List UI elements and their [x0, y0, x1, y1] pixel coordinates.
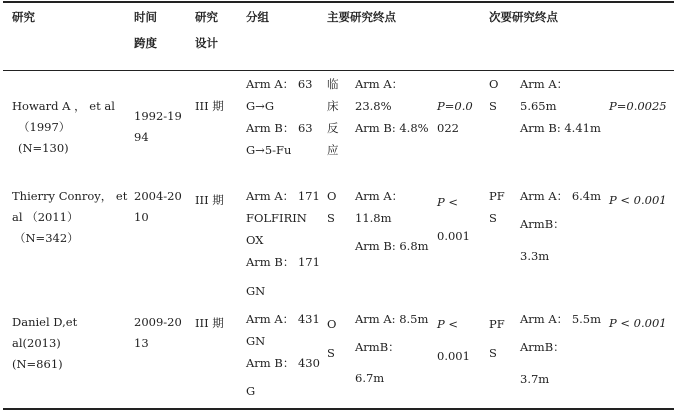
secondary-endpoint-char: PF [489, 317, 505, 331]
time-span-end: 13 [134, 336, 149, 350]
design-phase: III 期 [195, 316, 224, 330]
study-year: al （2011） [12, 210, 79, 224]
study-name: Thierry Conroy， et [12, 189, 128, 203]
group-line: Arm A： 171 [246, 189, 320, 203]
primary-endpoint-char: O [327, 317, 337, 331]
primary-value: 23.8% [355, 99, 392, 113]
primary-p-value: P < [437, 195, 459, 209]
header-primary-endpoint: 主要研究终点 [327, 10, 396, 24]
header-span-line1: 时间 [134, 10, 157, 24]
primary-p-value-cont: 0.001 [437, 349, 470, 363]
secondary-p-value: P=0.0025 [609, 99, 667, 113]
group-line: Arm B： 430 [246, 356, 320, 370]
primary-endpoint-char: 临 [327, 77, 339, 91]
header-design-line2: 设计 [195, 36, 218, 50]
primary-value: Arm A: 8.5m [355, 312, 429, 326]
secondary-value: Arm A： [520, 77, 569, 91]
primary-value: Arm B: 4.8% [355, 121, 429, 135]
primary-value: 6.7m [355, 371, 385, 385]
study-n: (N=130) [18, 141, 69, 155]
secondary-value: Arm B: 4.41m [520, 121, 601, 135]
secondary-value: 5.65m [520, 99, 557, 113]
header-study: 研究 [12, 10, 35, 24]
group-line: G→5-Fu [246, 143, 292, 157]
primary-p-value: P=0.0 [437, 99, 473, 113]
study-name: Howard A ， et al [12, 99, 115, 113]
secondary-value: Arm A： 6.4m [520, 189, 602, 203]
secondary-value: Arm A： 5.5m [520, 312, 602, 326]
secondary-endpoint-char: PF [489, 189, 505, 203]
time-span-end: 10 [134, 210, 149, 224]
primary-value: Arm A： [355, 77, 404, 91]
secondary-endpoint-char: S [489, 99, 497, 113]
group-line: Arm A： 431 [246, 312, 320, 326]
group-line: Arm A： 63 [246, 77, 313, 91]
secondary-p-value: P < 0.001 [609, 193, 667, 207]
secondary-value: 3.7m [520, 372, 550, 386]
time-span-start: 2004-20 [134, 189, 182, 203]
secondary-value: ArmB： [520, 340, 565, 354]
primary-endpoint-char: O [327, 189, 337, 203]
group-line: FOLFIRIN [246, 211, 307, 225]
study-name: Daniel D,et [12, 315, 78, 329]
primary-endpoint-char: 反 [327, 121, 339, 135]
study-n: （N=342） [14, 231, 79, 245]
group-line: Arm B： 63 [246, 121, 313, 135]
group-line: G [246, 384, 256, 398]
primary-p-value: P < [437, 317, 459, 331]
group-line: GN [246, 334, 266, 348]
primary-endpoint-char: 应 [327, 143, 339, 157]
secondary-endpoint-char: S [489, 211, 497, 225]
primary-value: 11.8m [355, 211, 392, 225]
header-span-line2: 跨度 [134, 36, 157, 50]
primary-endpoint-char: S [327, 346, 335, 360]
time-span-end: 94 [134, 130, 149, 144]
primary-value: ArmB： [355, 340, 400, 354]
design-phase: III 期 [195, 99, 224, 113]
group-line: GN [246, 284, 266, 298]
bottom-rule [3, 408, 674, 410]
group-line: G→G [246, 99, 275, 113]
secondary-value: ArmB： [520, 217, 565, 231]
secondary-value: 3.3m [520, 249, 550, 263]
primary-p-value-cont: 0.001 [437, 229, 470, 243]
top-rule [3, 1, 674, 3]
secondary-p-value: P < 0.001 [609, 316, 667, 330]
header-rule [3, 70, 674, 71]
primary-value: Arm A： [355, 189, 404, 203]
study-year: al(2013) [12, 336, 61, 350]
primary-p-value-cont: 022 [437, 121, 459, 135]
primary-endpoint-char: 床 [327, 99, 339, 113]
design-phase: III 期 [195, 193, 224, 207]
group-line: Arm B： 171 [246, 255, 320, 269]
primary-value: Arm B: 6.8m [355, 239, 429, 253]
secondary-endpoint-char: O [489, 77, 499, 91]
secondary-endpoint-char: S [489, 346, 497, 360]
primary-endpoint-char: S [327, 211, 335, 225]
study-n: (N=861) [12, 357, 63, 371]
header-secondary-endpoint: 次要研究终点 [489, 10, 558, 24]
header-design-line1: 研究 [195, 10, 218, 24]
time-span-start: 2009-20 [134, 315, 182, 329]
group-line: OX [246, 233, 264, 247]
header-group: 分组 [246, 10, 269, 24]
time-span-start: 1992-19 [134, 109, 182, 123]
study-year: （1997） [18, 120, 71, 134]
